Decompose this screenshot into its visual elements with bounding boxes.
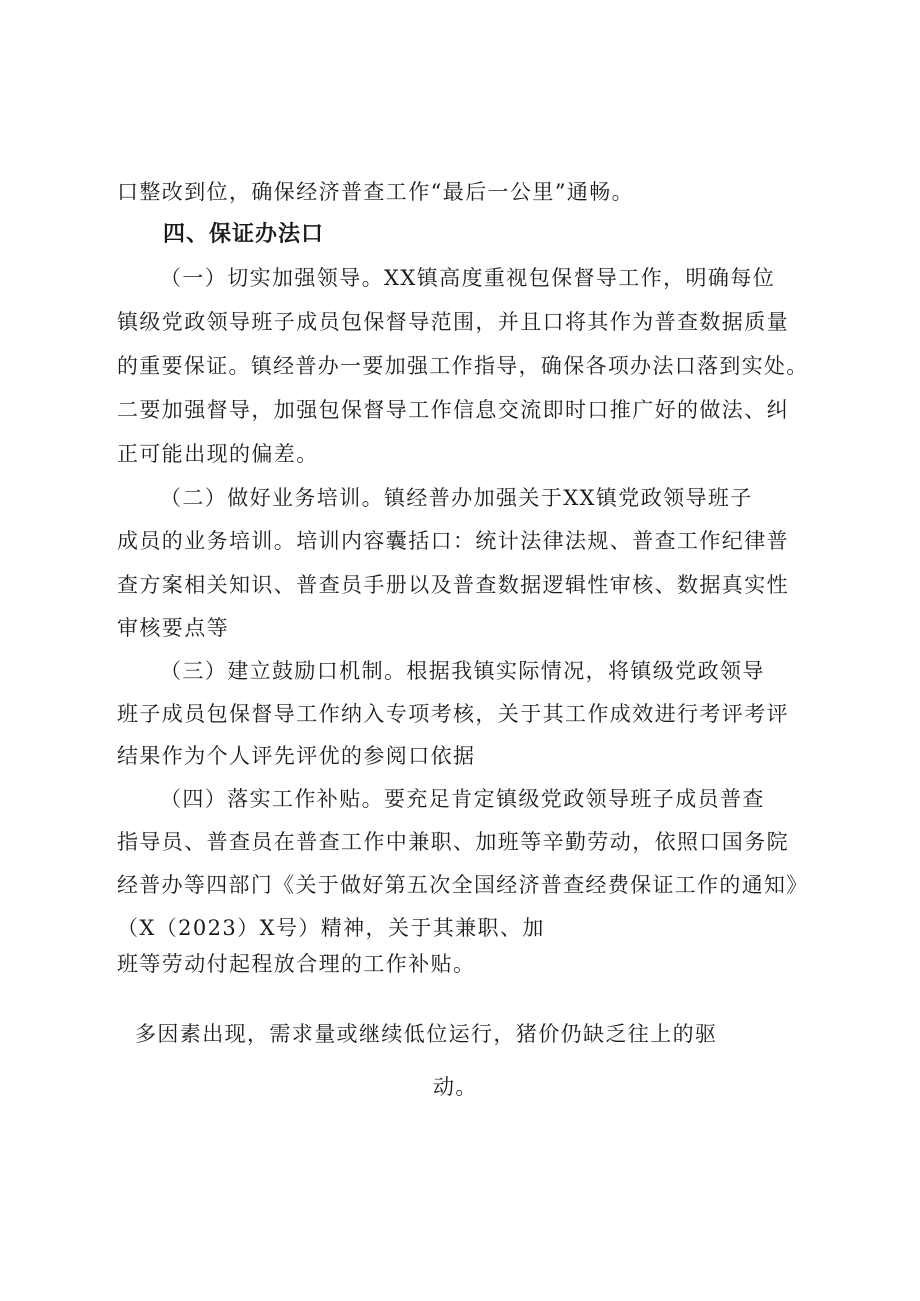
text-line: 班子成员包保督导工作纳入专项考核，关于其工作成效进行考评考评 [117,702,789,726]
text-line: （二）做好业务培训。镇经普办加强关于XX镇党政领导班子 [160,486,753,510]
text-line: （四）落实工作补贴。要充足肯定镇级党政领导班子成员普查 [160,787,765,811]
text-line: 二要加强督导，加强包保督导工作信息交流即时口推广好的做法、纠 [117,398,789,422]
text-line: （三）建立鼓励口机制。根据我镇实际情况，将镇级党政领导 [160,659,765,683]
text-line: 多因素出现，需求量或继续低位运行，猪价仍缺乏往上的驱 [135,1022,718,1046]
section-heading: 四、保证办法口 [163,222,325,247]
text-line: （X（2023）X号）精神，关于其兼职、加 [117,916,545,940]
text-line: 动。 [433,1075,478,1099]
text-line: 班等劳动付起程放合理的工作补贴。 [117,952,476,976]
continuation-line: 口整改到位，确保经济普查工作“最后一公里”通畅。 [117,180,635,204]
text-line: 经普办等四部门《关于做好第五次全国经济普查经费保证工作的通知》 [117,873,809,897]
text-line: 查方案相关知识、普查员手册以及普查数据逻辑性审核、数据真实性 [117,573,789,597]
text-line: 镇级党政领导班子成员包保督导范围，并且口将其作为普查数据质量 [117,310,789,334]
text-line: 成员的业务培训。培训内容囊括口：统计法律法规、普查工作纪律普 [117,529,789,553]
text-line: 正可能出现的偏差。 [117,442,319,466]
text-line: （一）切实加强领导。XX镇高度重视包保督导工作，明确每位 [160,266,776,290]
text-line: 的重要保证。镇经普办一要加强工作指导，确保各项办法口落到实处。 [117,354,809,378]
text-line: 审核要点等 [117,616,229,640]
text-line: 结果作为个人评先评优的参阅口依据 [117,744,476,768]
text-line: 指导员、普查员在普查工作中兼职、加班等辛勤劳动，依照口国务院 [117,830,789,854]
